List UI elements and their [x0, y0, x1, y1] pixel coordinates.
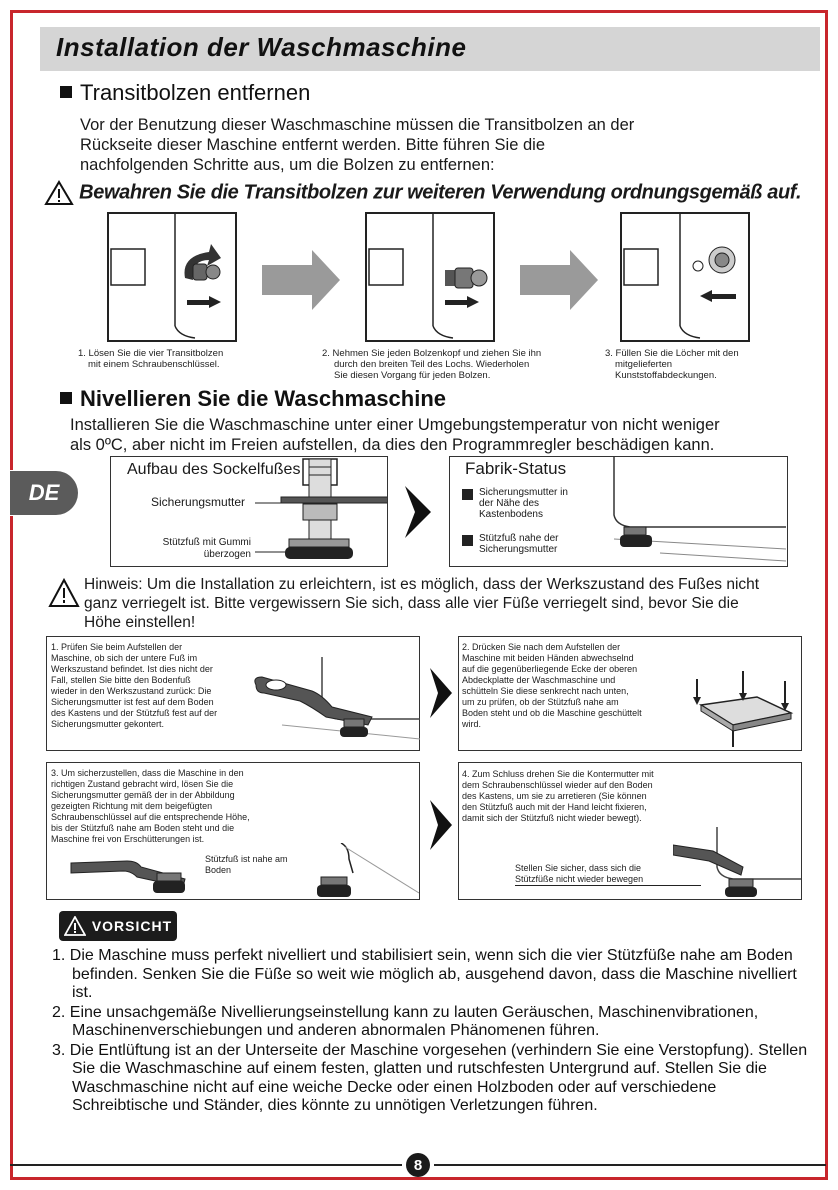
- note-line: Hinweis: Um die Installation zu erleichtern, ist es möglich, dass der Werkszustand des Fußes nicht: [84, 576, 760, 593]
- step-2-box: [458, 636, 802, 751]
- caption-line: mitgelieferten: [615, 359, 673, 370]
- warning-icon: [44, 180, 74, 206]
- step-line: Schraubenschlüssel auf die entsprechende Höhe,: [51, 812, 250, 822]
- caution-item: 1. Die Maschine muss perfekt nivelliert und stabilisiert sein, wenn sich die vier Stützfüße nahe am Boden befinden. Senken Sie die Füße so weit wie möglich ab, ausgehend davon, dass die Maschine nivelliert ist.: [52, 947, 797, 1001]
- step-line: damit sich der Stützfuß nicht wieder bewegt).: [462, 813, 642, 823]
- step-line: gezeigten Richtung mit dem beigefügten: [51, 801, 213, 811]
- footer-line-right: [434, 1164, 826, 1166]
- caution-badge: [59, 911, 177, 941]
- foot-illustration: [251, 457, 387, 567]
- bolt-loosen-illustration: [109, 214, 235, 340]
- foot-structure-box: [110, 456, 388, 567]
- frame-bottom: [10, 1177, 828, 1180]
- level-heading: [60, 386, 446, 412]
- caption-line: 3. Füllen Sie die Löcher mit den: [605, 348, 739, 359]
- step-4-illustration: [673, 827, 801, 899]
- factory-title: Fabrik-Status: [465, 459, 567, 478]
- level-intro-line: Installieren Sie die Waschmaschine unter einer Umgebungstemperatur von nicht weniger: [70, 416, 720, 434]
- step-line: 1. Prüfen Sie beim Aufstellen der: [51, 642, 183, 652]
- transit-warning: [44, 180, 801, 206]
- step-line: Sicherungsmutter ist fest auf dem Boden: [51, 697, 214, 707]
- footer-line-left: [10, 1164, 402, 1166]
- transit-heading: [60, 80, 310, 106]
- transit-caption-1: [78, 348, 223, 370]
- step-line: den Stützfuß auch mit der Hand leicht fixieren,: [462, 802, 647, 812]
- caution-item: 2. Eine unsachgemäße Nivellierungseinstellung kann zu lauten Geräuschen, Maschinenvibrationen, Maschinenverschiebungen und anderen abnormalen Phänomenen führen.: [52, 1003, 759, 1039]
- step-line: 4. Zum Schluss drehen Sie die Kontermutter mit: [462, 769, 654, 779]
- frame-left-lower: [10, 516, 13, 1180]
- foot-label-line: Stützfuß mit Gummi: [162, 537, 251, 548]
- step-4-text: [462, 769, 654, 824]
- caption-line: 2. Nehmen Sie jeden Bolzenkopf und ziehen Sie ihn: [322, 348, 542, 359]
- note-warning-icon: [48, 578, 80, 608]
- step-line: 2. Drücken Sie nach dem Aufstellen der: [462, 642, 621, 652]
- step-line: wieder in den Werkszustand zurück: Die: [51, 686, 212, 696]
- caution-warning-icon: [64, 916, 86, 936]
- bullet-icon: [60, 392, 72, 404]
- step-arrow-icon: [520, 250, 600, 315]
- step-3-wrench-illustration: [67, 851, 207, 899]
- factory-item-line: Sicherungsmutter in: [479, 487, 568, 498]
- hole-cover-illustration: [622, 214, 748, 340]
- step-label-line: Stellen Sie sicher, dass sich die: [515, 863, 642, 873]
- step-line: dem Schraubenschlüssel wieder auf den Boden: [462, 780, 653, 790]
- step-4-label: [515, 863, 643, 885]
- step-2-text: [462, 642, 642, 730]
- caption-line: Kunststoffabdeckungen.: [615, 370, 717, 381]
- transit-intro: [80, 115, 800, 175]
- step-arrow-icon: [262, 250, 342, 315]
- step-label-line: Stützfüße nicht wieder bewegen: [515, 874, 644, 884]
- step-line: Werkszustand befindet. Ist dies nicht der: [51, 664, 213, 674]
- step-label-line: Boden: [205, 865, 232, 875]
- step-line: Maschine mit beiden Händen abwechselnd: [462, 653, 634, 663]
- step-arrow-dark-icon: [430, 800, 454, 850]
- caution-list: [52, 947, 812, 1117]
- step-line: des Kastens, um sie zu arretieren (Sie können: [462, 791, 647, 801]
- note-line: Höhe einstellen!: [84, 614, 196, 631]
- step-line: Fall, stellen Sie bitte den Bodenfuß: [51, 675, 191, 685]
- step-line: Maschine frei von Erschütterungen ist.: [51, 834, 205, 844]
- step-line: des Kastens und der Stützfuß fest auf der: [51, 708, 218, 718]
- foot-label-line: überzogen: [203, 549, 251, 560]
- language-tab: DE: [10, 471, 78, 515]
- transit-intro-line: Vor der Benutzung dieser Waschmaschine müssen die Transitbolzen an der: [80, 116, 635, 134]
- frame-top: [10, 10, 828, 13]
- step-line: 3. Um sicherzustellen, dass die Maschine in den: [51, 768, 244, 778]
- frame-right: [825, 10, 828, 1180]
- step-3-foot-illustration: [309, 843, 419, 899]
- legend-square-icon: [462, 489, 473, 500]
- transit-caption-2: [322, 348, 541, 381]
- page-number: 8: [406, 1153, 430, 1177]
- factory-item-line: Kastenbodens: [479, 509, 543, 520]
- factory-item-line: Sicherungsmutter: [479, 544, 558, 555]
- step-3-text: [51, 768, 250, 845]
- step-line: Maschine, ob sich der untere Fuß im: [51, 653, 198, 663]
- step-line: bis der Stützfuß nahe am Boden steht und die: [51, 823, 235, 833]
- step-line: um zu prüfen, ob der Stützfuß nahe am: [462, 697, 619, 707]
- foot-label-nut: Sicherungsmutter: [151, 495, 246, 509]
- step-1-text: [51, 642, 217, 730]
- level-arrow-icon: [405, 486, 433, 538]
- factory-item-line: Stützfuß nahe der: [479, 533, 559, 544]
- transit-figure-2: [365, 212, 495, 342]
- caution-item: 3. Die Entlüftung ist an der Unterseite der Maschine vorgesehen (verhindern Sie eine Verstopfung). Stellen Sie die Waschmaschine auf einem festen, glatten und rutschfesten Untergrund auf. Stellen Sie die Waschmaschine nicht auf eine weiche Decke oder einen Holzboden oder auf verschiedene Schreibtische und Ständer, dies könnte zu unnötigen Verletzungen führen.: [52, 1041, 808, 1114]
- transit-intro-line: Rückseite dieser Maschine entfernt werden. Bitte führen Sie die: [80, 136, 545, 154]
- level-intro-line: als 0ºC, aber nicht im Freien aufstellen, da dies den Programmregler beschädigen kann.: [70, 436, 715, 454]
- step-1-illustration: [252, 647, 420, 747]
- step-line: Sicherungsmutter gekontert.: [51, 719, 165, 729]
- caption-line: Sie diesen Vorgang für jeden Bolzen.: [334, 370, 491, 381]
- factory-item-1: [462, 487, 568, 520]
- transit-caption-3: [605, 348, 739, 381]
- step-1-box: [46, 636, 420, 751]
- level-note: [84, 575, 824, 632]
- frame-left: [10, 10, 13, 470]
- step-line: schütteln Sie diese senkrecht nach unten,: [462, 686, 629, 696]
- step-3-box: [46, 762, 420, 900]
- foot-structure-title: Aufbau des Sockelfußes: [127, 461, 301, 478]
- step-label-line: Stützfuß ist nahe am: [205, 854, 288, 864]
- transit-figure-1: [107, 212, 237, 342]
- caption-line: durch den breiten Teil des Lochs. Wiederholen: [334, 359, 530, 370]
- factory-item-2: [462, 533, 559, 555]
- step-line: Sicherungsmutter gemäß der in der Abbildung: [51, 790, 235, 800]
- step-2-illustration: [687, 667, 801, 749]
- caution-badge-text: VORSICHT: [91, 918, 173, 934]
- transit-intro-line: nachfolgenden Schritte aus, um die Bolzen zu entfernen:: [80, 156, 495, 174]
- caption-line: mit einem Schraubenschlüssel.: [88, 359, 220, 370]
- factory-item-line: der Nähe des: [479, 498, 540, 509]
- step-3-label: [205, 854, 288, 876]
- page-title: Installation der Waschmaschine: [56, 32, 467, 62]
- step-line: Boden steht und ob die Maschine geschüttelt: [462, 708, 642, 718]
- caption-line: 1. Lösen Sie die vier Transitbolzen: [78, 348, 224, 359]
- foot-label-foot: [151, 537, 251, 561]
- transit-figure-3: [620, 212, 750, 342]
- level-intro: [70, 415, 810, 455]
- step-4-pointer: [515, 885, 701, 886]
- transit-warning-text: Bewahren Sie die Transitbolzen zur weiteren Verwendung ordnungsgemäß auf.: [79, 181, 802, 204]
- transit-heading-text: Transitbolzen entfernen: [80, 80, 311, 105]
- step-line: Abdeckplatte der Waschmaschine und: [462, 675, 616, 685]
- legend-square-icon: [462, 535, 473, 546]
- step-line: richtigen Zustand gebracht wird, lösen Sie die: [51, 779, 234, 789]
- factory-foot-illustration: [600, 457, 786, 565]
- step-4-box: [458, 762, 802, 900]
- level-heading-text: Nivellieren Sie die Waschmaschine: [80, 386, 447, 411]
- step-line: wird.: [462, 719, 482, 729]
- factory-status-box: [449, 456, 788, 567]
- bolt-remove-illustration: [367, 214, 493, 340]
- step-line: auf die gegenüberliegende Ecke der oberen: [462, 664, 638, 674]
- step-arrow-dark-icon: [430, 668, 454, 718]
- bullet-icon: [60, 86, 72, 98]
- note-line: ganz verriegelt ist. Bitte vergewissern Sie sich, dass alle vier Füße verriegelt sind, bevor Sie die: [84, 595, 739, 612]
